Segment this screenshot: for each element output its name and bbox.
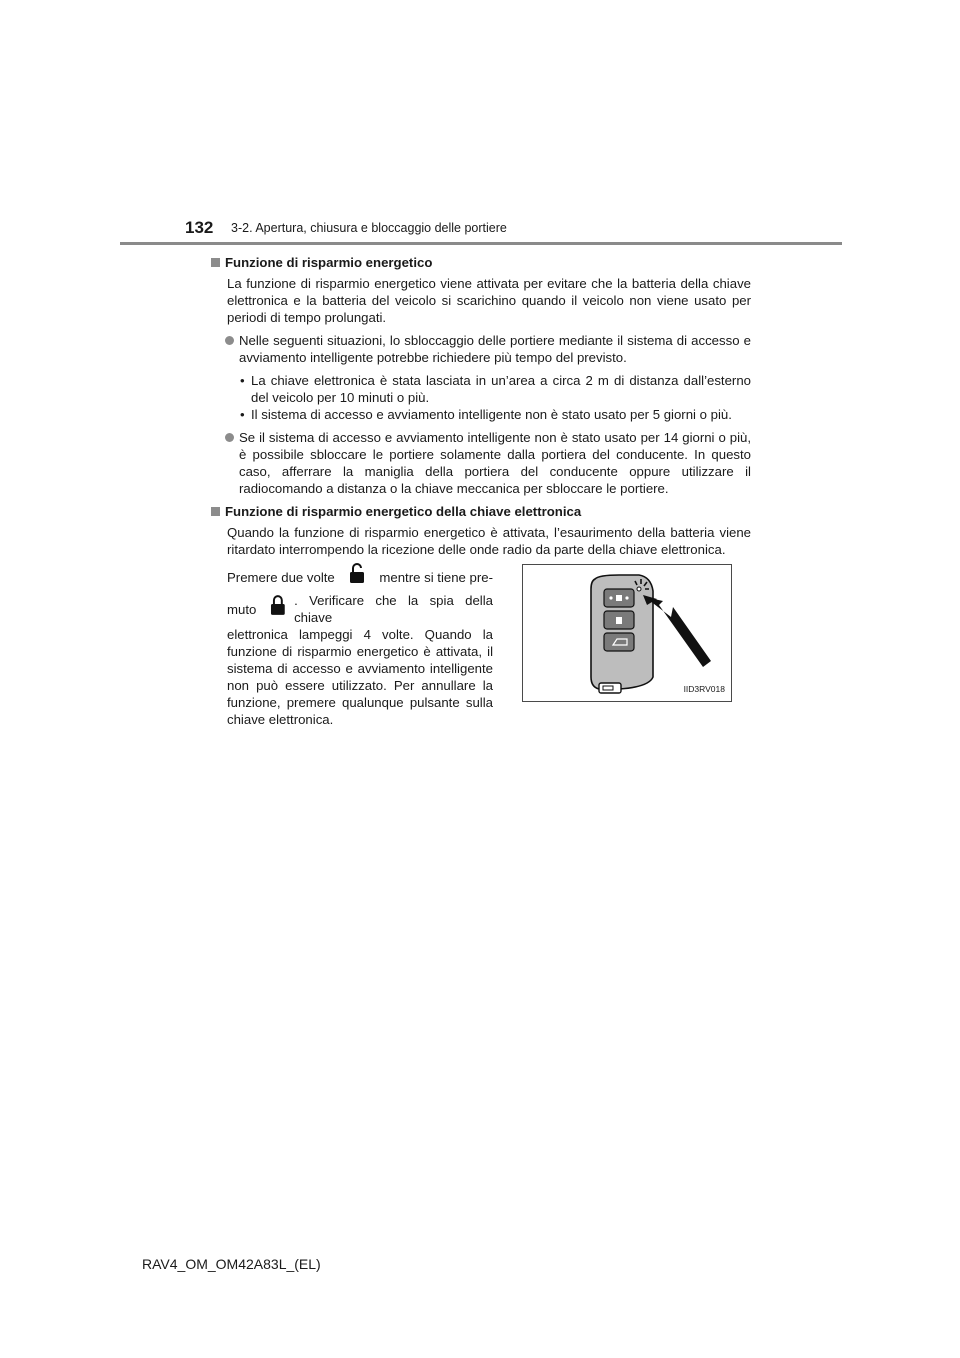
section-intro: La funzione di risparmio energetico viene attivata per evitare che la batteria della chiave elettronica e la batteria del veicolo si scarichino quando il veicolo non viene usato per periodi di tempo prolungati.: [227, 276, 751, 325]
section-title: Funzione di risparmio energetico della chiave elettronica: [225, 504, 582, 519]
list-item-text: Nelle seguenti situazioni, lo sbloccaggio delle portiere mediante il sistema di accesso e avviamento intelligente potrebbe richiedere più tempo del previsto.: [239, 333, 751, 365]
sub-list-item: [211, 372, 751, 406]
round-bullet-icon: [225, 433, 234, 442]
section-intro: Quando la funzione di risparmio energetico è attivata, l’esaurimento della batteria viene ritardato interrompendo la ricezione delle onde radio da parte della chiave elettronica.: [227, 525, 751, 557]
list-item: [211, 332, 751, 366]
section-title: Funzione di risparmio energetico: [225, 255, 433, 270]
instruction-part: elettronica lampeggi 4 volte. Quando la funzione di risparmio energetico è attivata, il sistema di accesso e avviamento intelligente non può essere utilizzato. Per annullare la funzione, premere qualunque pulsante sulla chiave elettronica.: [227, 627, 493, 727]
list-item-text: Se il sistema di accesso e avviamento intelligente non è stato usato per 14 giorni o più, è possibile sbloccare le portiere solamente dalla portiera del conducente. In questo caso, afferrare la maniglia della portiera del conducente oppure utilizzare il radiocomando a distanza o la chiave meccanica per sbloccare le portiere.: [239, 430, 751, 496]
sub-list-item: [211, 406, 751, 423]
instruction-part: mentre si tiene pre-: [379, 569, 493, 585]
section-header: 3-2. Apertura, chiusura e bloccaggio delle portiere: [231, 221, 507, 235]
figure-caption: IID3RV018: [683, 684, 725, 694]
sub-list-item-text: La chiave elettronica è stata lasciata in un’area a circa 2 m di distanza dall’esterno del veicolo per 10 minuti o più.: [251, 373, 751, 405]
instruction-text: [227, 566, 493, 728]
section-heading: [211, 254, 751, 271]
key-figure: [522, 564, 732, 702]
square-bullet-icon: [211, 507, 220, 516]
instruction-block: [227, 566, 751, 726]
instruction-part: Premere due volte: [227, 569, 335, 585]
sub-list: [211, 372, 751, 423]
instruction-part: muto: [227, 601, 257, 617]
sub-list-item-text: Il sistema di accesso e avviamento intelligente non è stato usato per 5 giorni o più.: [251, 407, 732, 422]
instruction-part: . Verificare che la spia della chiave: [294, 593, 493, 625]
sub-bullet-marker: •: [240, 407, 245, 422]
unlock-icon: [349, 562, 365, 584]
round-bullet-icon: [225, 336, 234, 345]
lock-icon: [270, 594, 286, 616]
sub-bullet-marker: •: [240, 373, 245, 388]
list-item: [211, 429, 751, 497]
page-content: [211, 254, 751, 726]
page-number: 132: [185, 218, 214, 237]
header-divider: [120, 242, 842, 245]
square-bullet-icon: [211, 258, 220, 267]
footer-code: RAV4_OM_OM42A83L_(EL): [142, 1256, 321, 1272]
section-heading: [211, 503, 751, 520]
